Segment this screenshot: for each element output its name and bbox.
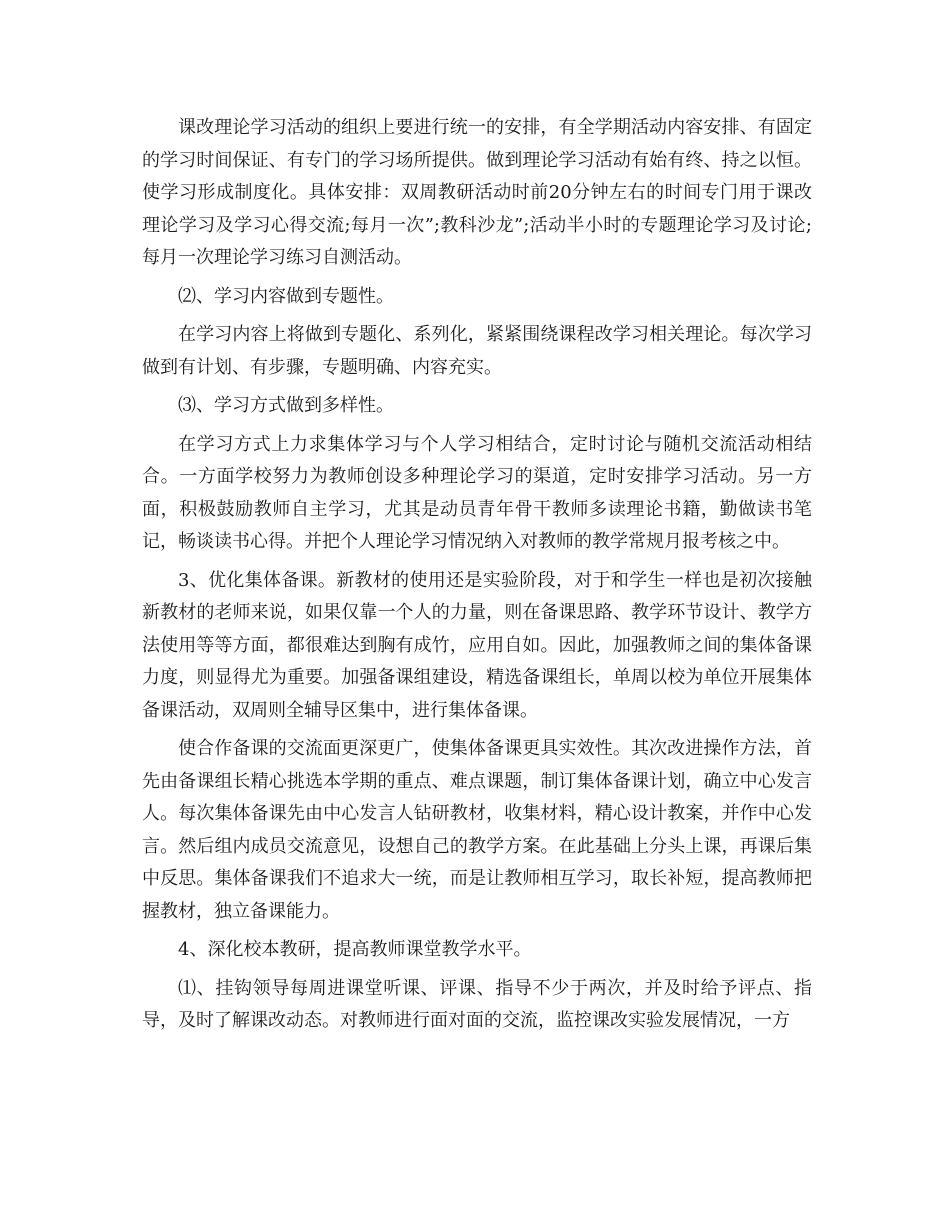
subheading-study-methods: ⑶、学习方式做到多样性。	[178, 395, 394, 416]
paragraph-study-arrangement: 课改理论学习活动的组织上要进行统一的安排，有全学期活动内容安排、有固定的学习时间保证、有专门的学习场所提供。做到理论学习活动有始有终、持之以恒。使学习形成制度化。具体安排：双周教研活动时前20分钟左右的时间专门用于课改理论学习及学习心得交流;每月一次”;教科沙龙”;活动半小时的专题理论学习及讨论;每月一次理论学习练习自测活动。	[142, 117, 812, 268]
paragraph-leader-observation: ⑴、挂钩领导每周进课堂听课、评课、指导不少于两次，并及时给予评点、指导，及时了解课改动态。对教师进行面对面的交流，监控课改实验发展情况，一方	[142, 977, 812, 1031]
document-body	[142, 112, 812, 1044]
paragraph-topic-content: 在学习内容上将做到专题化、系列化，紧紧围绕课程改学习相关理论。每次学习做到有计划、有步骤，专题明确、内容充实。	[142, 324, 812, 378]
subheading-school-research: 4、深化校本教研，提高教师课堂教学水平。	[178, 939, 532, 960]
paragraph-study-methods: 在学习方式上力求集体学习与个人学习相结合，定时讨论与随机交流活动相结合。一方面学校努力为教师创设多种理论学习的渠道，定时安排学习活动。另一方面，积极鼓励教师自主学习，尤其是动员青年骨干教师多读理论书籍，勤做读书笔记，畅谈读书心得。并把个人理论学习情况纳入对教师的教学常规月报考核之中。	[142, 433, 812, 552]
paragraph-cooperative-prep: 使合作备课的交流面更深更广，使集体备课更具实效性。其次改进操作方法，首先由备课组长精心挑选本学期的重点、难点课题，制订集体备课计划，确立中心发言人。每次集体备课先由中心发言人钻研教材，收集材料，精心设计教案，并作中心发言。然后组内成员交流意见，设想自己的教学方案。在此基础上分头上课，再课后集中反思。集体备课我们不追求大一统，而是让教师相互学习，取长补短，提高教师把握教材，独立备课能力。	[142, 738, 812, 922]
subheading-topic-content: ⑵、学习内容做到专题性。	[178, 285, 394, 307]
paragraph-collective-lesson-prep: 3、优化集体备课。新教材的使用还是实验阶段，对于和学生一样也是初次接触新教材的老师来说，如果仅靠一个人的力量，则在备课思路、教学环节设计、教学方法使用等等方面，都很难达到胸有成竹，应用自如。因此，加强教师之间的集体备课力度，则显得尤为重要。加强备课组建设，精选备课组长，单周以校为单位开展集体备课活动，双周则全辅导区集中，进行集体备课。	[142, 569, 812, 721]
